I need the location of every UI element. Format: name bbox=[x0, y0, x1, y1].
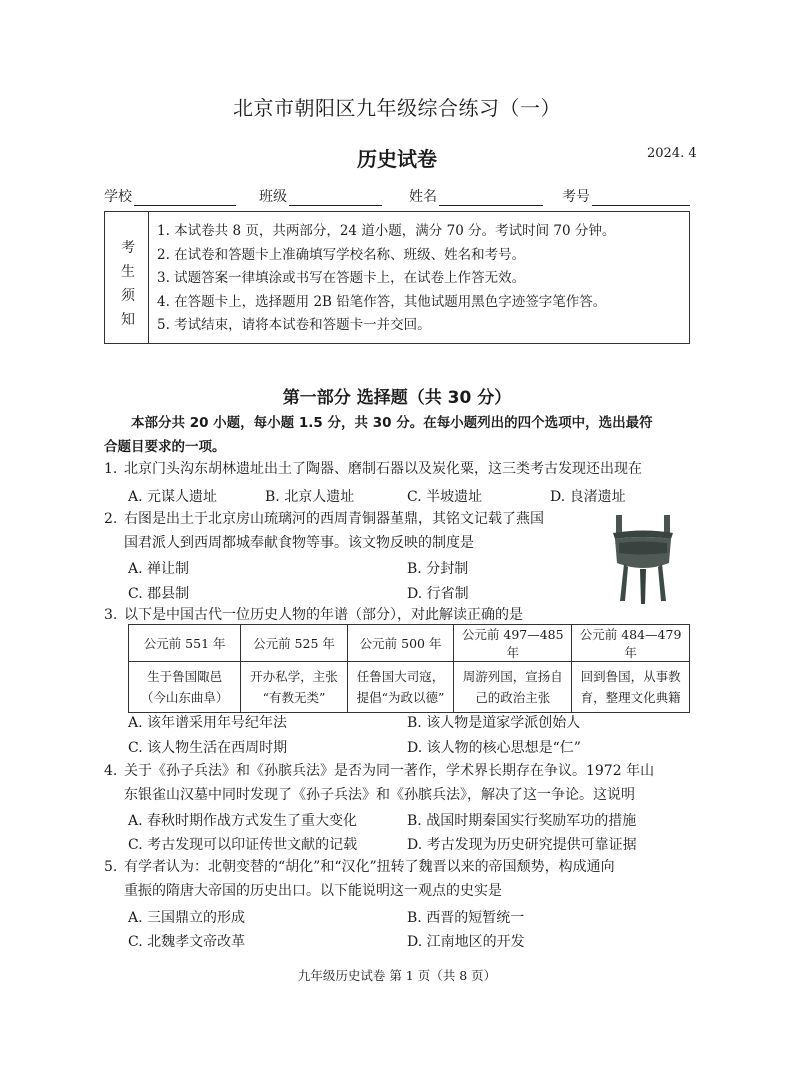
option-c[interactable]: C. 该人物生活在西周时期 bbox=[128, 740, 288, 756]
option-d[interactable]: D. 江南地区的开发 bbox=[407, 934, 525, 950]
bronze-ding-image bbox=[610, 509, 676, 607]
option-a[interactable]: A. 元谋人遗址 bbox=[128, 489, 218, 505]
question-5 bbox=[104, 855, 615, 903]
table-cell bbox=[454, 662, 572, 713]
option-d[interactable]: D. 良渚遗址 bbox=[550, 489, 626, 505]
name-blank[interactable] bbox=[439, 191, 543, 206]
cell-line: 己的政治主张 bbox=[475, 690, 551, 705]
question-stem: 右图是出土于北京房山琉璃河的西周青铜器堇鼎，其铭文记载了燕国 bbox=[124, 511, 544, 527]
class-field[interactable] bbox=[259, 186, 382, 206]
option-b[interactable]: B. 分封制 bbox=[407, 561, 469, 577]
section-intro-line: 本部分共 20 小题，每小题 1.5 分，共 30 分。在每小题列出的四个选项中，选出最符 bbox=[131, 415, 653, 431]
question-number: 1. bbox=[104, 461, 118, 477]
table-row bbox=[129, 662, 690, 713]
notice-item: 4. 在答题卡上，选择题用 2B 铅笔作答，其他试题用黑色字迹签字笔作答。 bbox=[157, 293, 607, 310]
exam-number-field[interactable] bbox=[562, 186, 690, 206]
option-c[interactable]: C. 北魏孝文帝改革 bbox=[128, 934, 246, 950]
option-c[interactable]: C. 半坡遗址 bbox=[407, 489, 483, 505]
school-field[interactable] bbox=[104, 186, 236, 206]
table-header-cell: 公元前 497—485 年 bbox=[454, 625, 572, 662]
table-header-cell: 公元前 525 年 bbox=[241, 625, 348, 662]
question-stem-continued: 国君派人到西周都城奉献食物等事。该文物反映的制度是 bbox=[124, 535, 474, 551]
question-stem: 北京门头沟东胡林遗址出土了陶器、磨制石器以及炭化粟，这三类考古发现还出现在 bbox=[124, 461, 642, 477]
option-b[interactable]: B. 战国时期秦国实行奖励军功的措施 bbox=[407, 813, 637, 829]
name-label: 姓名 bbox=[409, 189, 437, 205]
cell-line: 育，整理文化典籍 bbox=[580, 690, 681, 705]
exam-title: 北京市朝阳区九年级综合练习（一） bbox=[233, 96, 561, 120]
question-stem: 关于《孙子兵法》和《孙膑兵法》是否为同一著作，学术界长期存在争议。1972 年山 bbox=[124, 763, 655, 779]
table-cell bbox=[129, 662, 241, 713]
option-c[interactable]: C. 考古发现可以印证传世文献的记载 bbox=[128, 837, 358, 853]
cell-line: “有教无类” bbox=[262, 690, 326, 705]
class-blank[interactable] bbox=[289, 191, 382, 206]
notice-heading-char: 知 bbox=[121, 312, 135, 328]
cell-line: 开办私学，主张 bbox=[250, 669, 338, 684]
table-cell bbox=[572, 662, 690, 713]
question-2 bbox=[104, 507, 544, 555]
option-a[interactable]: A. 三国鼎立的形成 bbox=[128, 910, 246, 926]
option-d[interactable]: D. 考古发现为历史研究提供可靠证据 bbox=[407, 837, 637, 853]
chronology-table bbox=[128, 624, 690, 713]
question-stem-continued: 东银雀山汉墓中同时发现了《孙子兵法》和《孙膑兵法》，解决了这一争论。这说明 bbox=[124, 787, 635, 803]
option-d[interactable]: D. 该人物的核心思想是“仁” bbox=[407, 740, 581, 756]
class-label: 班级 bbox=[259, 189, 287, 205]
section-intro bbox=[104, 411, 694, 459]
question-number: 5. bbox=[104, 859, 118, 875]
page-footer: 九年级历史试卷 第 1 页（共 8 页） bbox=[297, 968, 497, 983]
cell-line: 提倡“为政以德” bbox=[356, 690, 445, 705]
section-title: 第一部分 选择题（共 30 分） bbox=[282, 388, 512, 408]
exam-number-label: 考号 bbox=[562, 189, 590, 205]
question-stem: 有学者认为：北朝变替的“胡化”和“汉化”扭转了魏晋以来的帝国颓势，构成通向 bbox=[124, 859, 615, 875]
school-label: 学校 bbox=[104, 189, 132, 205]
name-field[interactable] bbox=[409, 186, 543, 206]
question-stem-continued: 重振的隋唐大帝国的历史出口。以下能说明这一观点的史实是 bbox=[124, 883, 502, 899]
cell-line: （今山东曲阜） bbox=[140, 690, 229, 705]
option-b[interactable]: B. 西晋的短暂统一 bbox=[407, 910, 525, 926]
table-header-cell: 公元前 484—479 年 bbox=[572, 625, 690, 662]
question-number: 3. bbox=[104, 607, 118, 623]
exam-notice-box bbox=[104, 211, 690, 344]
question-number: 2. bbox=[104, 511, 118, 527]
table-cell bbox=[241, 662, 348, 713]
notice-item: 1. 本试卷共 8 页，共两部分，24 道小题，满分 70 分。考试时间 70 分钟。 bbox=[157, 223, 616, 239]
table-header-cell: 公元前 551 年 bbox=[129, 625, 241, 662]
notice-item: 5. 考试结束，请将本试卷和答题卡一并交回。 bbox=[157, 317, 431, 333]
option-a[interactable]: A. 禅让制 bbox=[128, 561, 190, 577]
cell-line: 生于鲁国陬邑 bbox=[147, 669, 223, 684]
notice-heading-char: 须 bbox=[121, 288, 135, 304]
notice-heading-char: 考 bbox=[121, 240, 135, 256]
exam-number-blank[interactable] bbox=[592, 191, 690, 206]
notice-heading-char: 生 bbox=[121, 264, 135, 280]
question-1 bbox=[104, 457, 642, 481]
option-d[interactable]: D. 行省制 bbox=[407, 586, 469, 602]
option-b[interactable]: B. 北京人遗址 bbox=[265, 489, 355, 505]
question-4 bbox=[104, 759, 654, 807]
cell-line: 回到鲁国，从事教 bbox=[580, 669, 681, 684]
table-header-row bbox=[129, 625, 690, 662]
notice-item: 3. 试题答案一律填涂或书写在答题卡上，在试卷上作答无效。 bbox=[157, 270, 526, 286]
cell-line: 周游列国，宣扬自 bbox=[462, 669, 563, 684]
school-blank[interactable] bbox=[134, 191, 236, 206]
option-a[interactable]: A. 春秋时期作战方式发生了重大变化 bbox=[128, 813, 358, 829]
table-header-cell: 公元前 500 年 bbox=[347, 625, 454, 662]
notice-heading bbox=[105, 212, 149, 343]
option-a[interactable]: A. 该年谱采用年号纪年法 bbox=[128, 715, 288, 731]
cell-line: 任鲁国大司寇， bbox=[356, 669, 445, 684]
option-b[interactable]: B. 该人物是道家学派创始人 bbox=[407, 715, 581, 731]
exam-subject: 历史试卷 bbox=[357, 147, 437, 171]
option-c[interactable]: C. 郡县制 bbox=[128, 586, 190, 602]
question-stem: 以下是中国古代一位历史人物的年谱（部分），对此解读正确的是 bbox=[124, 607, 523, 623]
notice-item: 2. 在试卷和答题卡上准确填写学校名称、班级、姓名和考号。 bbox=[157, 246, 526, 263]
table-cell bbox=[347, 662, 454, 713]
notice-list bbox=[157, 220, 615, 338]
exam-date: 2024. 4 bbox=[647, 146, 697, 161]
question-number: 4. bbox=[104, 763, 118, 779]
section-intro-line: 合题目要求的一项。 bbox=[104, 439, 226, 455]
